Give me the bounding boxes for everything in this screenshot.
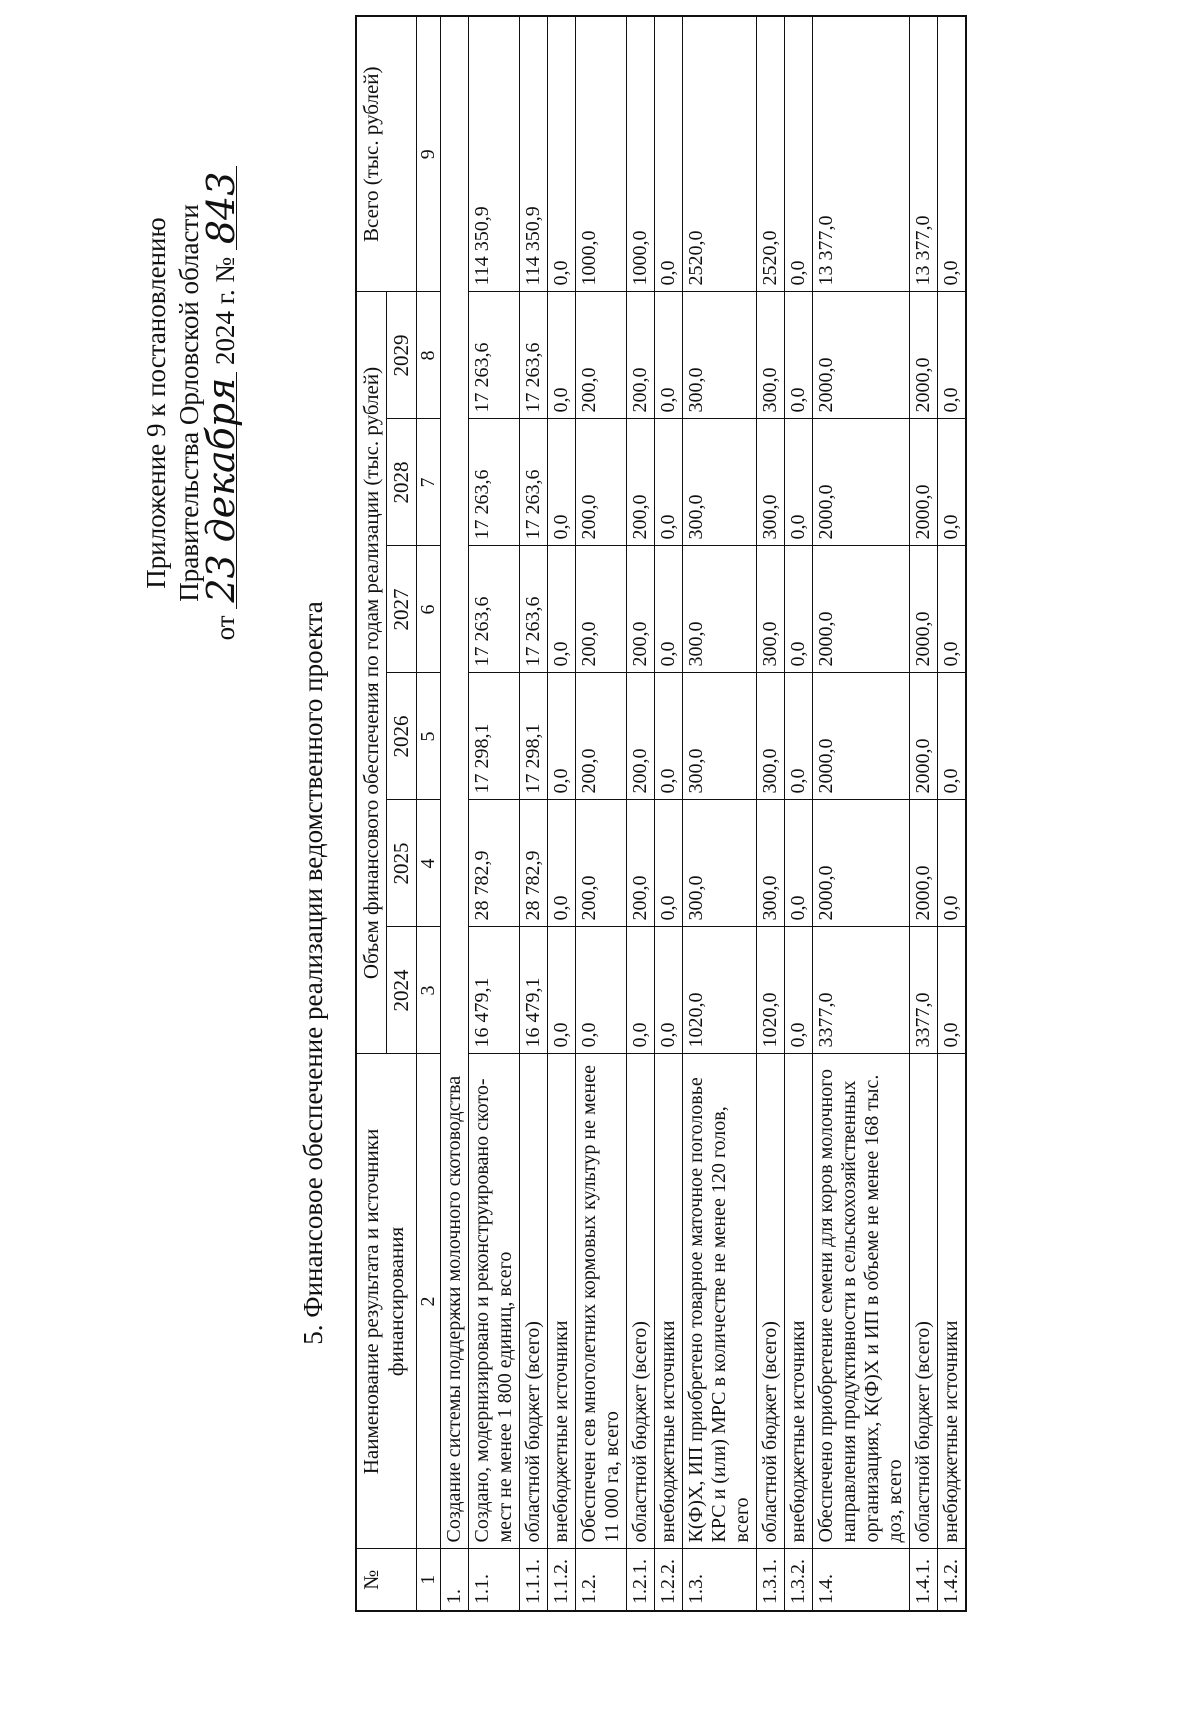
row-total-value: 114 350,9 <box>520 16 548 292</box>
year-value: 200,0 <box>627 292 655 419</box>
column-index: 8 <box>417 292 441 419</box>
row-name: внебюджетные источники <box>548 1054 576 1549</box>
row-number: 1.3. <box>683 1549 757 1611</box>
row-number: 1. <box>441 1549 469 1611</box>
row-name: внебюджетные источники <box>938 1054 967 1549</box>
year-value: 17 263,6 <box>520 546 548 673</box>
header-total: Всего (тыс. рублей) <box>356 16 417 292</box>
column-index: 1 <box>417 1549 441 1611</box>
table-body <box>441 16 967 1611</box>
year-value: 0,0 <box>548 292 576 419</box>
column-index: 4 <box>417 800 441 927</box>
row-total-value: 0,0 <box>938 16 967 292</box>
row-total-value: 2520,0 <box>757 16 785 292</box>
year-value: 2000,0 <box>813 673 910 800</box>
row-name: Обеспечено приобретение семени для коров молочного направления продуктивности в сельскохозяйственных организациях, К(Ф)Х и ИП в объеме не менее 168 тыс. доз, всего <box>813 1054 910 1549</box>
table-row <box>520 16 548 1611</box>
row-total-value: 1000,0 <box>576 16 627 292</box>
header-year: 2028 <box>387 419 417 546</box>
handwritten-doc-number: 843 <box>206 166 237 251</box>
year-value: 200,0 <box>576 419 627 546</box>
year-value: 200,0 <box>627 546 655 673</box>
year-value: 0,0 <box>627 927 655 1054</box>
row-total-value: 13 377,0 <box>910 16 938 292</box>
table-row <box>938 16 967 1611</box>
section-name: Создание системы поддержки молочного скотоводства <box>441 16 469 1549</box>
year-value: 17 263,6 <box>469 546 520 673</box>
year-value: 0,0 <box>655 546 683 673</box>
year-value: 0,0 <box>548 673 576 800</box>
column-index: 2 <box>417 1054 441 1549</box>
year-value: 0,0 <box>576 927 627 1054</box>
year-text: 2024 г. № <box>210 256 240 365</box>
year-value: 300,0 <box>757 800 785 927</box>
row-number: 1.4.1. <box>910 1549 938 1611</box>
table-row <box>655 16 683 1611</box>
row-total-value: 0,0 <box>655 16 683 292</box>
header-no: № <box>356 1549 417 1611</box>
year-value: 16 479,1 <box>520 927 548 1054</box>
table-row <box>683 16 757 1611</box>
row-number: 1.3.2. <box>785 1549 813 1611</box>
year-value: 2000,0 <box>813 800 910 927</box>
row-name: внебюджетные источники <box>655 1054 683 1549</box>
header-year: 2026 <box>387 673 417 800</box>
table-row <box>813 16 910 1611</box>
row-name: Создано, модернизировано и реконструировано ското-мест не менее 1 800 единиц, всего <box>469 1054 520 1549</box>
year-value: 2000,0 <box>910 419 938 546</box>
year-value: 2000,0 <box>910 546 938 673</box>
header-year: 2027 <box>387 546 417 673</box>
appendix-header <box>140 143 242 663</box>
year-value: 300,0 <box>683 673 757 800</box>
row-number: 1.1.1. <box>520 1549 548 1611</box>
section-row <box>441 16 469 1611</box>
year-value: 0,0 <box>548 800 576 927</box>
year-value: 300,0 <box>757 546 785 673</box>
year-value: 200,0 <box>576 292 627 419</box>
row-number: 1.2.2. <box>655 1549 683 1611</box>
year-value: 0,0 <box>938 292 967 419</box>
year-value: 300,0 <box>683 800 757 927</box>
year-value: 0,0 <box>785 546 813 673</box>
year-value: 28 782,9 <box>469 800 520 927</box>
row-number: 1.2. <box>576 1549 627 1611</box>
year-value: 200,0 <box>627 673 655 800</box>
year-value: 300,0 <box>757 292 785 419</box>
row-name: областной бюджет (всего) <box>757 1054 785 1549</box>
row-name: областной бюджет (всего) <box>520 1054 548 1549</box>
row-total-value: 2520,0 <box>683 16 757 292</box>
column-index: 6 <box>417 546 441 673</box>
year-value: 200,0 <box>627 419 655 546</box>
header-name: Наименование результата и источники финансирования <box>356 1054 417 1549</box>
row-number: 1.2.1. <box>627 1549 655 1611</box>
year-value: 300,0 <box>757 673 785 800</box>
table-row <box>910 16 938 1611</box>
year-value: 1020,0 <box>757 927 785 1054</box>
year-value: 0,0 <box>655 292 683 419</box>
handwritten-day: 23 <box>206 548 237 608</box>
year-value: 0,0 <box>548 927 576 1054</box>
row-total-value: 0,0 <box>548 16 576 292</box>
year-value: 17 298,1 <box>520 673 548 800</box>
row-total-value: 0,0 <box>785 16 813 292</box>
year-value: 17 263,6 <box>520 292 548 419</box>
year-value: 2000,0 <box>910 800 938 927</box>
year-value: 300,0 <box>683 546 757 673</box>
year-value: 300,0 <box>757 419 785 546</box>
year-value: 200,0 <box>576 800 627 927</box>
appendix-line-1: Приложение 9 к постановлению <box>141 217 171 589</box>
year-value: 200,0 <box>576 546 627 673</box>
year-value: 17 263,6 <box>520 419 548 546</box>
year-value: 0,0 <box>655 800 683 927</box>
year-value: 16 479,1 <box>469 927 520 1054</box>
header-volume: Объем финансового обеспечения по годам реализации (тыс. рублей) <box>356 292 387 1054</box>
column-index: 9 <box>417 16 441 292</box>
row-name: областной бюджет (всего) <box>910 1054 938 1549</box>
header-year: 2025 <box>387 800 417 927</box>
table-row <box>548 16 576 1611</box>
table-header-row <box>356 16 387 1611</box>
year-value: 0,0 <box>548 546 576 673</box>
year-value: 1020,0 <box>683 927 757 1054</box>
row-total-value: 114 350,9 <box>469 16 520 292</box>
row-total-value: 1000,0 <box>627 16 655 292</box>
row-name: К(Ф)Х, ИП приобретено товарное маточное поголовье КРС и (или) МРС в количестве не менее 120 голов, всего <box>683 1054 757 1549</box>
year-value: 2000,0 <box>910 673 938 800</box>
row-number: 1.4.2. <box>938 1549 967 1611</box>
header-year: 2029 <box>387 292 417 419</box>
row-name: внебюджетные источники <box>785 1054 813 1549</box>
year-value: 0,0 <box>785 673 813 800</box>
financing-table <box>355 15 967 1612</box>
row-number: 1.3.1. <box>757 1549 785 1611</box>
year-value: 0,0 <box>655 673 683 800</box>
table-row <box>576 16 627 1611</box>
year-value: 2000,0 <box>910 292 938 419</box>
year-value: 0,0 <box>785 292 813 419</box>
row-number: 1.1.2. <box>548 1549 576 1611</box>
year-value: 0,0 <box>785 419 813 546</box>
table-row <box>785 16 813 1611</box>
handwritten-month: декабря <box>206 372 237 549</box>
year-value: 2000,0 <box>813 546 910 673</box>
appendix-date-line <box>199 143 243 663</box>
row-number: 1.1. <box>469 1549 520 1611</box>
column-index-row <box>417 16 441 1611</box>
year-value: 0,0 <box>938 800 967 927</box>
row-name: областной бюджет (всего) <box>627 1054 655 1549</box>
year-value: 0,0 <box>938 419 967 546</box>
row-name: Обеспечен сев многолетних кормовых культур не менее 11 000 га, всего <box>576 1054 627 1549</box>
column-index: 7 <box>417 419 441 546</box>
year-value: 200,0 <box>627 800 655 927</box>
appendix-line-2: Правительства Орловской области <box>174 204 204 602</box>
year-value: 17 263,6 <box>469 292 520 419</box>
section-title: 5. Финансовое обеспечение реализации ведомственного проекта <box>298 601 328 1345</box>
year-value: 0,0 <box>938 927 967 1054</box>
table-row <box>469 16 520 1611</box>
row-number: 1.4. <box>813 1549 910 1611</box>
year-value: 200,0 <box>576 673 627 800</box>
column-index: 5 <box>417 673 441 800</box>
year-value: 300,0 <box>683 419 757 546</box>
year-value: 0,0 <box>548 419 576 546</box>
row-total-value: 13 377,0 <box>813 16 910 292</box>
year-value: 0,0 <box>655 927 683 1054</box>
year-value: 0,0 <box>938 546 967 673</box>
year-value: 17 263,6 <box>469 419 520 546</box>
year-value: 28 782,9 <box>520 800 548 927</box>
header-year: 2024 <box>387 927 417 1054</box>
table-row <box>757 16 785 1611</box>
year-value: 0,0 <box>785 927 813 1054</box>
year-value: 2000,0 <box>813 419 910 546</box>
year-value: 17 298,1 <box>469 673 520 800</box>
table-row <box>627 16 655 1611</box>
year-value: 3377,0 <box>813 927 910 1054</box>
year-value: 2000,0 <box>813 292 910 419</box>
year-value: 0,0 <box>938 673 967 800</box>
year-value: 0,0 <box>785 800 813 927</box>
column-index: 3 <box>417 927 441 1054</box>
year-value: 0,0 <box>655 419 683 546</box>
year-value: 3377,0 <box>910 927 938 1054</box>
year-value: 300,0 <box>683 292 757 419</box>
date-prefix: от <box>210 615 240 641</box>
